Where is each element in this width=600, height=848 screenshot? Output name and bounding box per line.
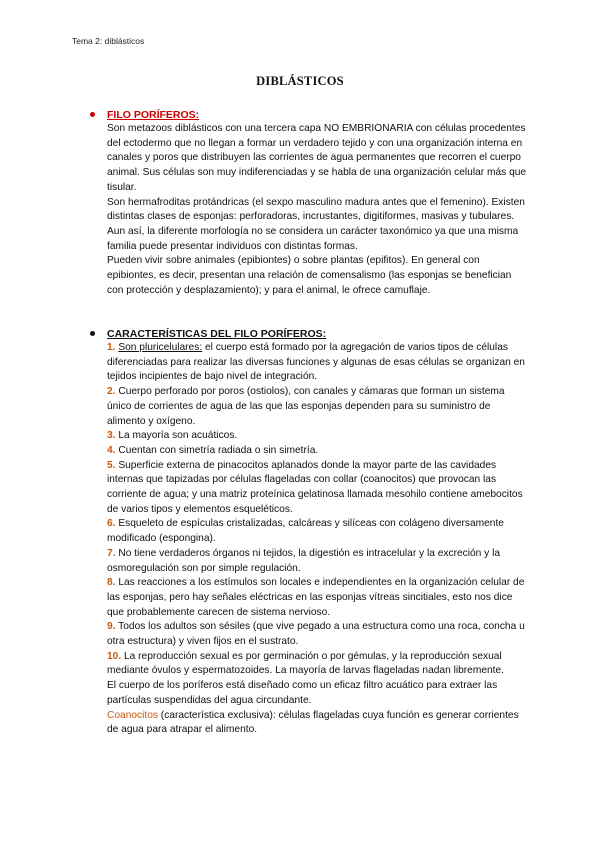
- paragraph: Pueden vivir sobre animales (epibiontes) o sobre plantas (epifitos). En general con epibiontes, es decir, presentan una relación de comensalismo (las esponjas se benefician con protección y desplazamiento); y para el animal, le ofrece camuflaje.: [107, 255, 512, 296]
- paragraph: Son hermafroditas protándricas (el sexpo masculino madura antes que el femenino). Existen distintas clases de esponjas: perforadoras, incrustantes, digitiformes, masivas y tubulares. Aun así, la diferente morfología no se considera un carácter taxonómico ya que una misma familia puede presentar individuos con distintas formas.: [107, 196, 525, 252]
- list-item: [107, 620, 530, 649]
- item-text: Cuentan con simetría radiada o sin simetría.: [115, 444, 319, 456]
- list-item: [107, 459, 530, 518]
- section-heading: CARACTERÍSTICAS DEL FILO PORÍFEROS:: [107, 328, 327, 340]
- page-header: Tema 2: diblásticos: [72, 36, 145, 46]
- item-text: el cuerpo está formado por la agregación de varios tipos de células diferenciadas para realizar las diversas funciones y algunas de esas células se organizan en tejidos incipientes de bajo nivel de integración.: [107, 342, 525, 383]
- item-number: 8.: [107, 577, 116, 589]
- list-item: [107, 385, 530, 429]
- list-item: [107, 650, 530, 679]
- item-text: Superficie externa de pinacocitos aplanados donde la mayor parte de las cavidades internas que tapizadas por células flageladas con collar (coanocitos) que provocan las corriente de agua; y una matriz proteínica gelatinosa llamada mesohilo contiene amebocitos de varios tipos y elementos esqueléticos.: [107, 459, 523, 515]
- item-number: 9.: [107, 621, 116, 633]
- item-number: 3.: [107, 430, 116, 442]
- section-filo-poriferos: [90, 108, 530, 298]
- item-text: La mayoría son acuáticos.: [115, 430, 238, 442]
- item-text: La reproducción sexual es por germinación o por gémulas, y la reproducción sexual mediante óvulos y espermatozoides. La mayoría de larvas flageladas nadan libremente.: [107, 650, 504, 677]
- list-item: [107, 341, 530, 385]
- item-text: Cuerpo perforado por poros (ostiolos), con canales y cámaras que forman un sistema único de corrientes de agua de las que las esponjas dependen para su suministro de alimento y oxígeno.: [107, 386, 505, 427]
- item-text: No tiene verdaderos órganos ni tejidos, la digestión es intracelular y la excreción y la osmoregulación son por simple regulación.: [107, 547, 501, 574]
- item-number: 6.: [107, 518, 116, 530]
- list-item: [107, 576, 530, 620]
- bullet-icon: [90, 112, 95, 117]
- section-heading: FILO PORÍFEROS:: [107, 109, 200, 121]
- coanocitos-term: Coanocitos: [107, 709, 158, 721]
- list-item: [107, 547, 530, 576]
- section-body: [107, 341, 530, 738]
- section-caracteristicas: [90, 327, 530, 738]
- item-number: 7.: [107, 547, 116, 559]
- underlined-text: Son pluricelulares:: [118, 342, 203, 353]
- section-body: [107, 122, 530, 298]
- item-text: Las reacciones a los estímulos son locales e independientes en la organización celular de las esponjas, pero hay señales eléctricas en las esponjas vítreas sincitiales, esto nos dice que probablemente carecen de sistema nervioso.: [107, 577, 525, 618]
- list-item: [107, 429, 530, 444]
- item-number: 5.: [107, 459, 116, 471]
- coanocitos-text: (característica exclusiva): células flageladas cuya función es generar corrientes de agua para atrapar el alimento.: [107, 709, 519, 736]
- closing-paragraph: El cuerpo de los poríferos está diseñado como un eficaz filtro acuático para extraer las partículas suspendidas del agua circundante.: [107, 680, 498, 706]
- item-number: 2.: [107, 386, 116, 398]
- bullet-icon: [90, 331, 95, 336]
- item-number: 1.: [107, 342, 116, 353]
- document-title: DIBLÁSTICOS: [256, 74, 344, 88]
- item-number: 10.: [107, 650, 122, 662]
- coanocitos-paragraph: [107, 709, 530, 738]
- list-item: [107, 444, 530, 459]
- item-text: Todos los adultos son sésiles (que vive pegado a una estructura como una roca, concha u otra estructura) y viven fijos en el sustrato.: [107, 621, 525, 648]
- item-text: Esqueleto de espículas cristalizadas, calcáreas y silíceas con colágeno diversamente modificado (espongina).: [107, 518, 504, 545]
- list-item: [107, 517, 530, 546]
- item-number: 4.: [107, 444, 116, 456]
- paragraph: Son metazoos diblásticos con una tercera capa NO EMBRIONARIA con células procedentes del ectodermo que no llegan a formar un verdadero tejido y con una organización interna en canales y poros que distribuyen las corrientes de agua permanentes que recorren el cuerpo animal. Sus células son muy indiferenciadas y se habla de una organización celular más que tisular.: [107, 123, 527, 193]
